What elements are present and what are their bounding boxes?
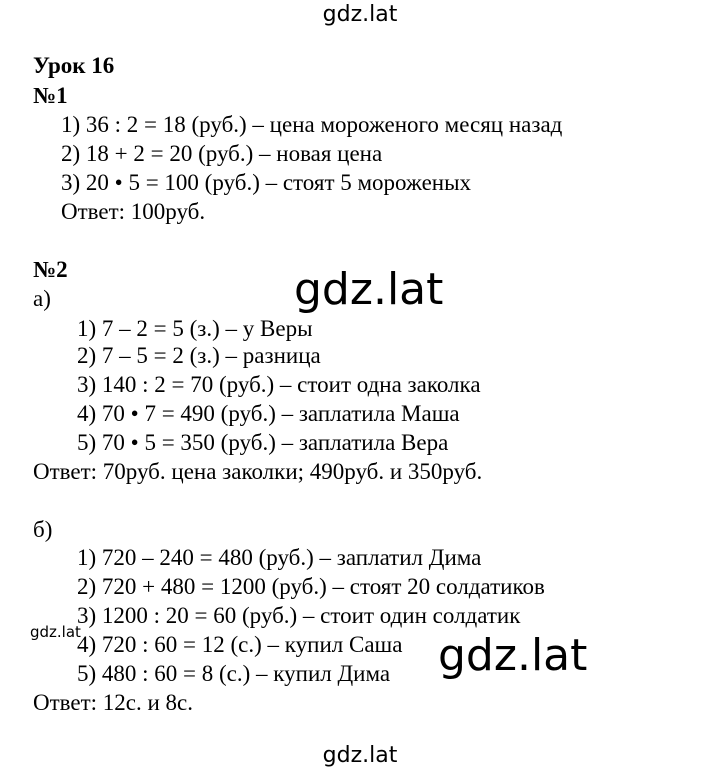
task2-b-step: 1) 720 – 240 = 480 (руб.) – заплатил Дима <box>77 545 482 570</box>
task2-a-step: 1) 7 – 2 = 5 (з.) – у Веры <box>77 316 313 341</box>
task2-number: №2 <box>33 257 68 282</box>
task2-b-step: 3) 1200 : 20 = 60 (руб.) – стоит один солдатик <box>77 603 521 628</box>
task1-number: №1 <box>33 83 68 108</box>
task2-a-step: 4) 70 • 7 = 490 (руб.) – заплатила Маша <box>77 401 460 426</box>
watermark-large: gdz.lat <box>438 630 588 681</box>
task2-b-step: 4) 720 : 60 = 12 (с.) – купил Саша <box>77 632 403 657</box>
task2-a-answer: Ответ: 70руб. цена заколки; 490руб. и 350руб. <box>33 459 483 484</box>
task2-part-a-label: а) <box>33 286 51 311</box>
task1-step: 3) 20 • 5 = 100 (руб.) – стоят 5 мороженых <box>61 170 472 195</box>
watermark-small: gdz.lat <box>30 623 81 641</box>
task2-a-step: 2) 7 – 5 = 2 (з.) – разница <box>77 343 321 368</box>
task2-b-step: 5) 480 : 60 = 8 (с.) – купил Дима <box>77 661 391 686</box>
task1-step: 1) 36 : 2 = 18 (руб.) – цена мороженого месяц назад <box>61 112 563 137</box>
task1-step: 2) 18 + 2 = 20 (руб.) – новая цена <box>61 141 383 166</box>
task2-part-b-label: б) <box>33 517 53 542</box>
watermark-large: gdz.lat <box>294 264 444 315</box>
task1-answer: Ответ: 100руб. <box>61 199 206 224</box>
task2-a-step: 5) 70 • 5 = 350 (руб.) – заплатила Вера <box>77 430 449 455</box>
watermark-bottom: gdz.lat <box>322 743 398 768</box>
watermark-top: gdz.lat <box>322 2 398 27</box>
task2-a-step: 3) 140 : 2 = 70 (руб.) – стоит одна заколка <box>77 372 481 397</box>
task2-b-answer: Ответ: 12с. и 8с. <box>33 690 194 715</box>
task2-b-step: 2) 720 + 480 = 1200 (руб.) – стоят 20 солдатиков <box>77 574 545 599</box>
lesson-title: Урок 16 <box>33 53 115 78</box>
